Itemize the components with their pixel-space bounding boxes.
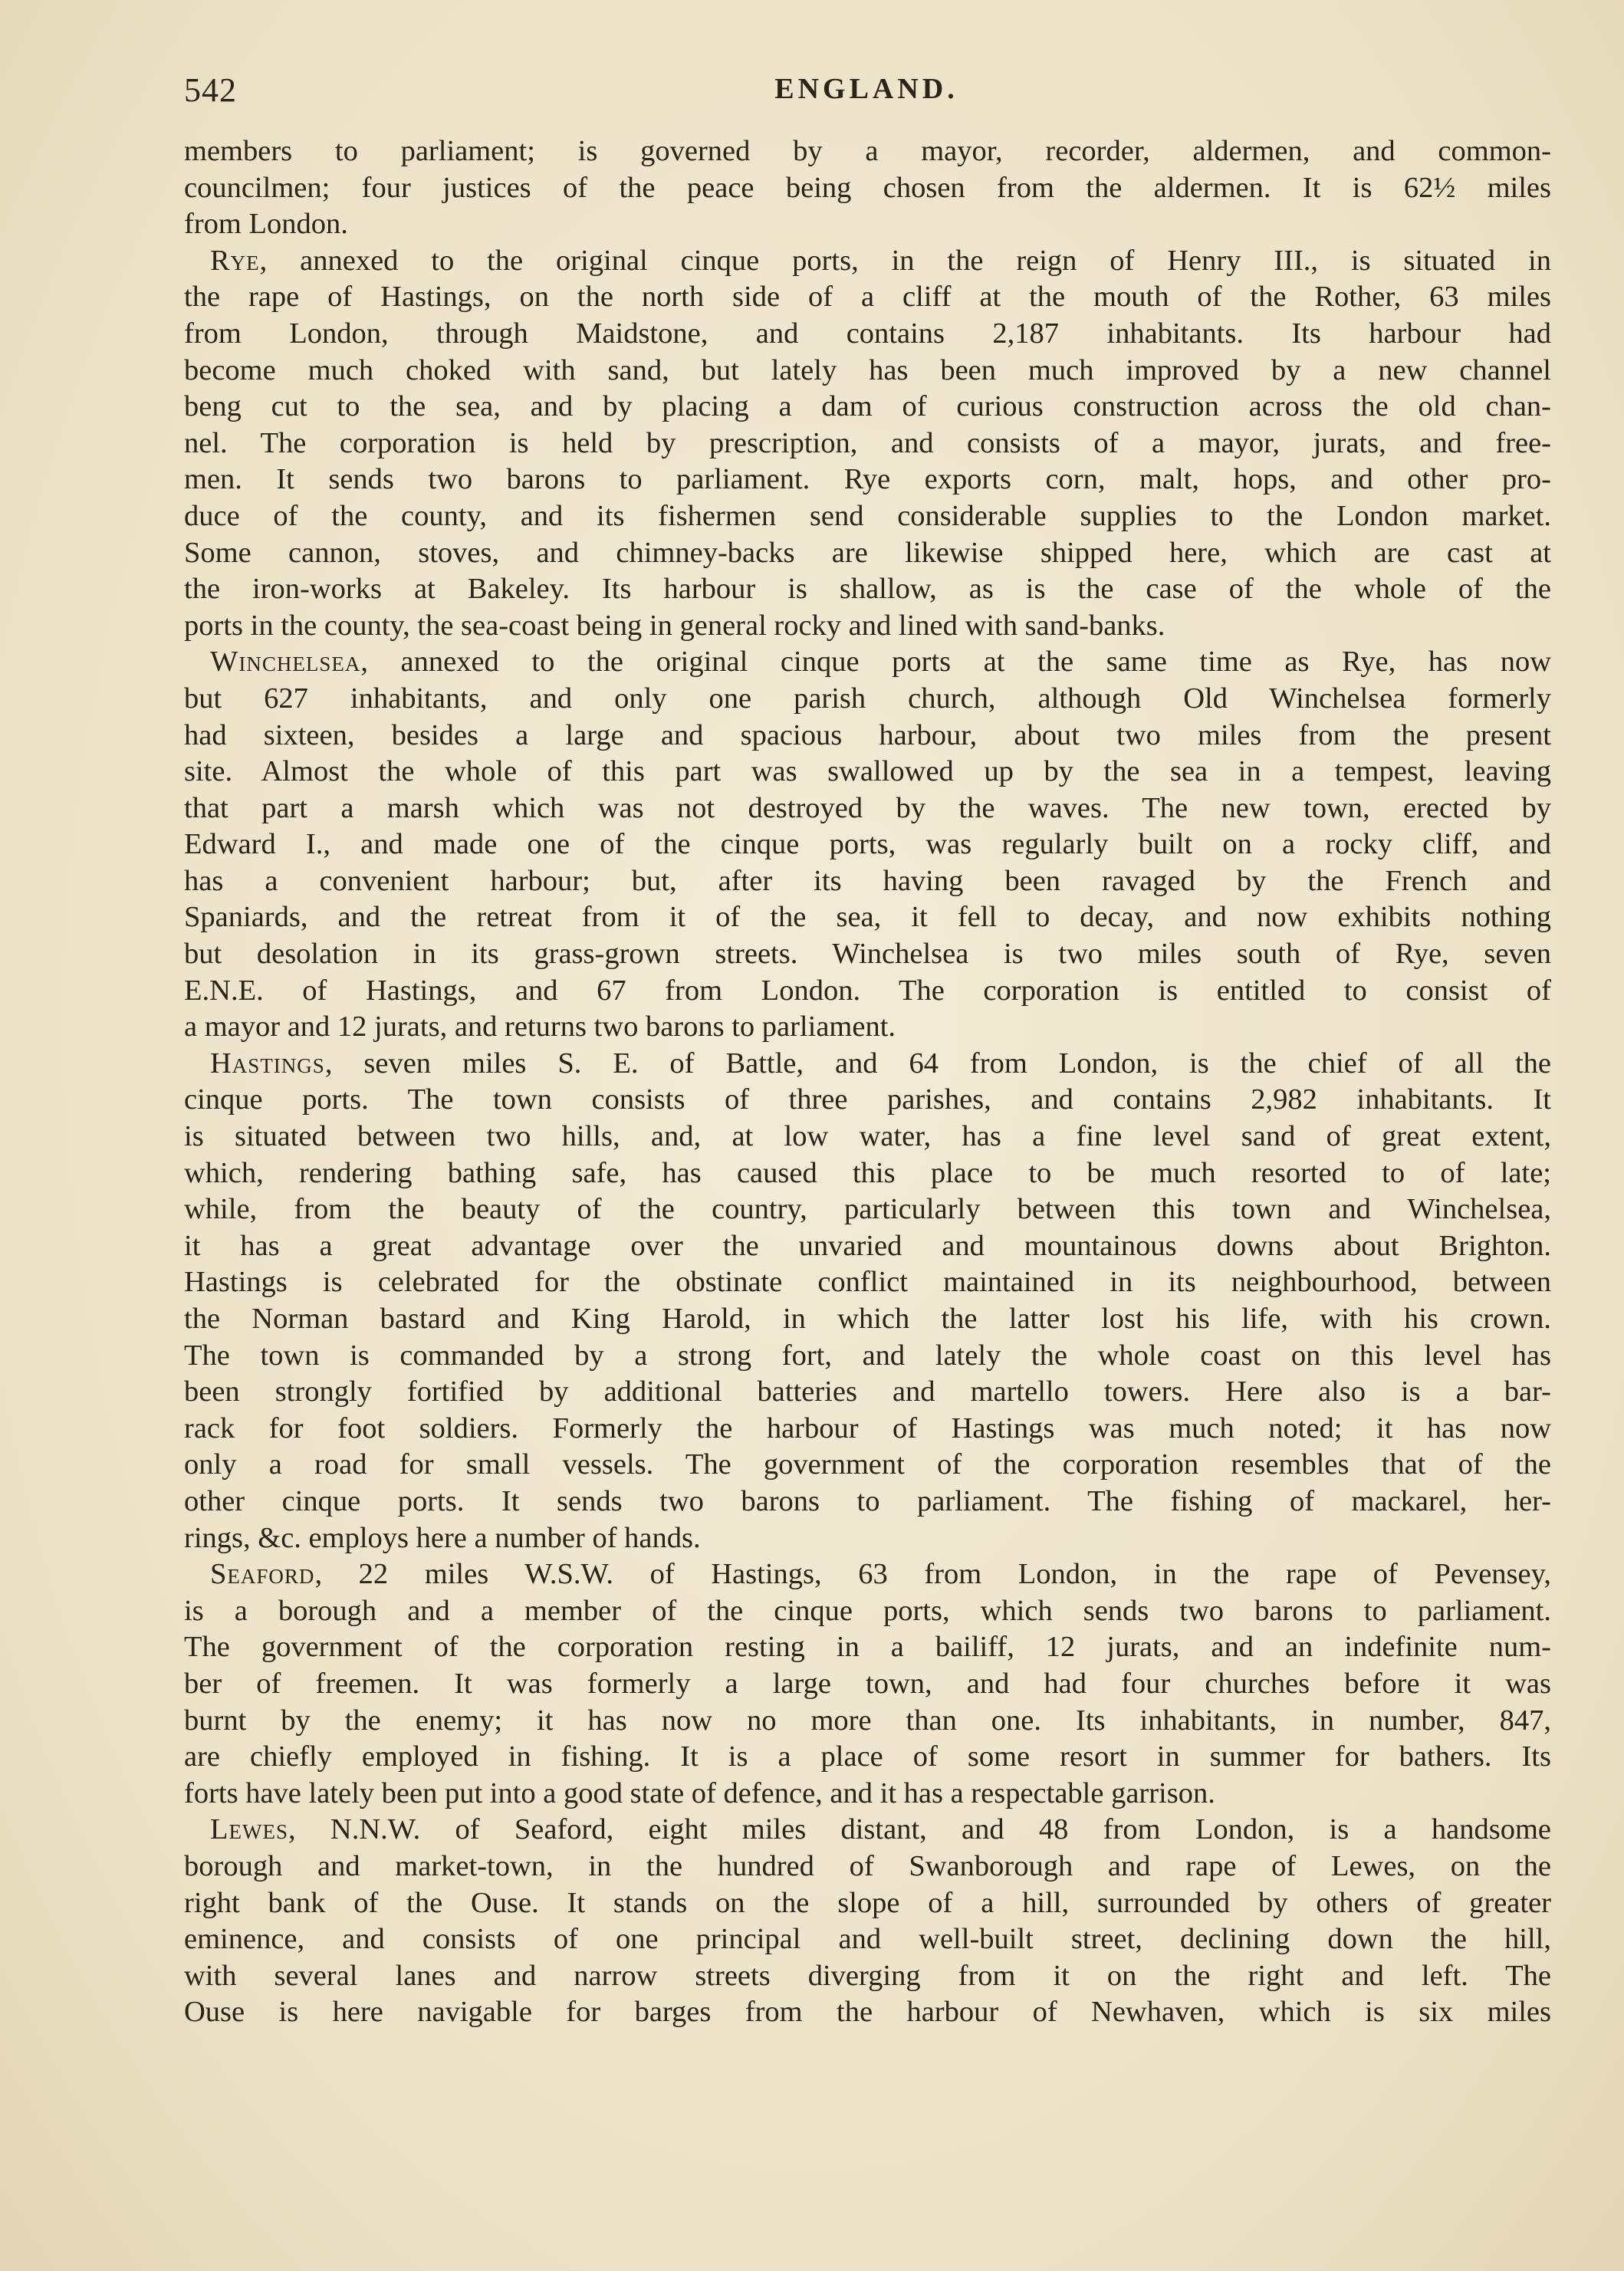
text-line [184, 973, 1551, 1010]
text-line [184, 1776, 1551, 1813]
text-line [184, 170, 1551, 207]
line-text: ber of freemen. It was formerly a large town, and had four churches before it was [184, 1667, 1551, 1700]
line-text: only a road for small vessels. The government of the corporation resembles that of the [184, 1448, 1551, 1481]
text-line [184, 1994, 1551, 2031]
text-line [184, 1520, 1551, 1557]
text-line [184, 899, 1551, 936]
line-text: members to parliament; is governed by a mayor, recorder, aldermen, and common- [184, 135, 1551, 167]
place-name: Winchelsea [210, 646, 361, 679]
line-text: are chiefly employed in fishing. It is a place of some resort in summer for bathers. Its [184, 1740, 1551, 1773]
place-name: Lewes [210, 1813, 289, 1846]
line-text: men. It sends two barons to parliament. Rye exports corn, malt, hops, and other pro- [184, 463, 1551, 496]
line-text: , annexed to the original cinque ports, in the reign of Henry III., is situated in [259, 244, 1551, 277]
page-header [184, 71, 1549, 117]
text-line [184, 1264, 1551, 1301]
body-text [184, 133, 1551, 2031]
text-line [184, 718, 1551, 754]
line-text: right bank of the Ouse. It stands on the slope of a hill, surrounded by others of greater [184, 1886, 1551, 1919]
line-text: duce of the county, and its fishermen send considerable supplies to the London market. [184, 499, 1551, 532]
line-text: while, from the beauty of the country, particularly between this town and Winchelsea, [184, 1193, 1551, 1226]
text-line [184, 1849, 1551, 1885]
text-line [184, 1301, 1551, 1338]
text-line [184, 571, 1551, 608]
line-text: is situated between two hills, and, at low water, has a fine level sand of great extent, [184, 1120, 1551, 1153]
paragraph-rye [184, 243, 1551, 645]
place-name: Hastings [210, 1047, 325, 1080]
line-text: Hastings is celebrated for the obstinate conflict maintained in its neighbourhood, between [184, 1266, 1551, 1299]
line-text: cinque ports. The town consists of three parishes, and contains 2,982 inhabitants. It [184, 1083, 1551, 1116]
text-line [184, 1593, 1551, 1630]
text-line [184, 754, 1551, 790]
line-text: the iron-works at Bakeley. Its harbour is shallow, as is the case of the whole of the [184, 573, 1551, 606]
line-text: burnt by the enemy; it has now no more than one. Its inhabitants, in number, 847, [184, 1704, 1551, 1737]
text-line [184, 1155, 1551, 1192]
line-text: from London. [184, 208, 348, 241]
text-line [184, 1338, 1551, 1375]
line-text: borough and market-town, in the hundred of Swanborough and rape of Lewes, on the [184, 1849, 1551, 1882]
line-text: has a convenient harbour; but, after its having been ravaged by the French and [184, 864, 1551, 897]
line-text: the Norman bastard and King Harold, in which the latter lost his life, with his crown. [184, 1303, 1551, 1335]
text-line [184, 827, 1551, 863]
line-text: is a borough and a member of the cinque ports, which sends two barons to parliament. [184, 1594, 1551, 1627]
line-text: Spaniards, and the retreat from it of the sea, it fell to decay, and now exhibits nothing [184, 901, 1551, 934]
line-text: , 22 miles W.S.W. of Hastings, 63 from London, in the rape of Pevensey, [314, 1558, 1551, 1591]
paragraph-seaford [184, 1556, 1551, 1812]
text-line [184, 1082, 1551, 1119]
text-line [184, 316, 1551, 353]
text-line [184, 936, 1551, 973]
line-text: that part a marsh which was not destroyed by the waves. The new town, erected by [184, 791, 1551, 824]
text-line [184, 389, 1551, 426]
line-text: ports in the county, the sea-coast being in general rocky and lined with sand-banks. [184, 609, 1165, 642]
line-text: but desolation in its grass-grown streets. Winchelsea is two miles south of Rye, seven [184, 938, 1551, 971]
line-text: , N.N.W. of Seaford, eight miles distant, and 48 from London, is a handsome [288, 1813, 1551, 1846]
text-line [184, 1703, 1551, 1740]
place-name: Seaford [210, 1558, 315, 1591]
line-text: other cinque ports. It sends two barons to parliament. The fishing of mackarel, her- [184, 1484, 1551, 1517]
text-line [184, 1374, 1551, 1411]
line-text: but 627 inhabitants, and only one parish church, although Old Winchelsea formerly [184, 682, 1551, 715]
text-line [184, 1812, 1551, 1849]
text-line [184, 1739, 1551, 1776]
page-number: 542 [184, 71, 237, 109]
text-line [184, 790, 1551, 827]
line-text: E.N.E. of Hastings, and 67 from London. The corporation is entitled to consist of [184, 974, 1551, 1007]
line-text: Some cannon, stoves, and chimney-backs are likewise shipped here, which are cast at [184, 536, 1551, 569]
line-text: forts have lately been put into a good state of defence, and it has a respectable garrison. [184, 1776, 1215, 1809]
text-line [184, 1119, 1551, 1155]
line-text: had sixteen, besides a large and spacious harbour, about two miles from the present [184, 718, 1551, 751]
running-title: ENGLAND. [774, 73, 958, 105]
line-text: site. Almost the whole of this part was swallowed up by the sea in a tempest, leaving [184, 755, 1551, 788]
line-text: , seven miles S. E. of Battle, and 64 from London, is the chief of all the [324, 1047, 1551, 1080]
line-text: from London, through Maidstone, and contains 2,187 inhabitants. Its harbour had [184, 317, 1551, 350]
text-line [184, 243, 1551, 280]
text-line [184, 498, 1551, 535]
text-line [184, 1885, 1551, 1922]
text-line [184, 462, 1551, 498]
text-line [184, 1009, 1551, 1046]
paragraph-hastings [184, 1046, 1551, 1556]
text-line [184, 1447, 1551, 1484]
line-text: the rape of Hastings, on the north side of a cliff at the mouth of the Rother, 63 miles [184, 281, 1551, 314]
paragraph-intro [184, 133, 1551, 243]
line-text: The government of the corporation resting in a bailiff, 12 jurats, and an indefinite num- [184, 1631, 1551, 1664]
line-text: councilmen; four justices of the peace being chosen from the aldermen. It is 62½ miles [184, 171, 1551, 204]
text-line [184, 863, 1551, 900]
text-line [184, 1228, 1551, 1265]
text-line [184, 1411, 1551, 1448]
text-line [184, 681, 1551, 718]
text-line [184, 1629, 1551, 1666]
line-text: eminence, and consists of one principal and well-built street, declining down the hill, [184, 1923, 1551, 1956]
text-line [184, 1191, 1551, 1228]
text-line [184, 1666, 1551, 1703]
line-text: it has a great advantage over the unvaried and mountainous downs about Brighton. [184, 1229, 1551, 1262]
paragraph-winchelsea [184, 644, 1551, 1046]
text-line [184, 1958, 1551, 1995]
line-text: become much choked with sand, but lately has been much improved by a new channel [184, 353, 1551, 386]
text-line [184, 1556, 1551, 1593]
line-text: rings, &c. employs here a number of hands. [184, 1521, 701, 1554]
line-text: rack for foot soldiers. Formerly the harbour of Hastings was much noted; it has now [184, 1412, 1551, 1444]
text-line [184, 206, 1551, 243]
place-name: Rye [210, 244, 260, 277]
line-text: nel. The corporation is held by prescription, and consists of a mayor, jurats, and free- [184, 426, 1551, 459]
text-line [184, 535, 1551, 572]
line-text: been strongly fortified by additional batteries and martello towers. Here also is a bar- [184, 1375, 1551, 1408]
line-text: a mayor and 12 jurats, and returns two barons to parliament. [184, 1011, 896, 1043]
line-text: , annexed to the original cinque ports at the same time as Rye, has now [360, 646, 1551, 679]
text-line [184, 608, 1551, 645]
text-line [184, 133, 1551, 170]
line-text: Edward I., and made one of the cinque ports, was regularly built on a rocky cliff, and [184, 828, 1551, 861]
text-line [184, 1046, 1551, 1083]
line-text: with several lanes and narrow streets diverging from it on the right and left. The [184, 1959, 1551, 1992]
line-text: The town is commanded by a strong fort, and lately the whole coast on this level has [184, 1339, 1551, 1372]
text-line [184, 644, 1551, 681]
paragraph-lewes [184, 1812, 1551, 2031]
line-text: Ouse is here navigable for barges from the harbour of Newhaven, which is six miles [184, 1996, 1551, 2029]
text-line [184, 279, 1551, 316]
text-line [184, 426, 1551, 462]
line-text: which, rendering bathing safe, has caused this place to be much resorted to of late; [184, 1156, 1551, 1189]
line-text: beng cut to the sea, and by placing a dam of curious construction across the old chan- [184, 390, 1551, 423]
text-line [184, 353, 1551, 389]
text-line [184, 1921, 1551, 1958]
text-line [184, 1484, 1551, 1520]
